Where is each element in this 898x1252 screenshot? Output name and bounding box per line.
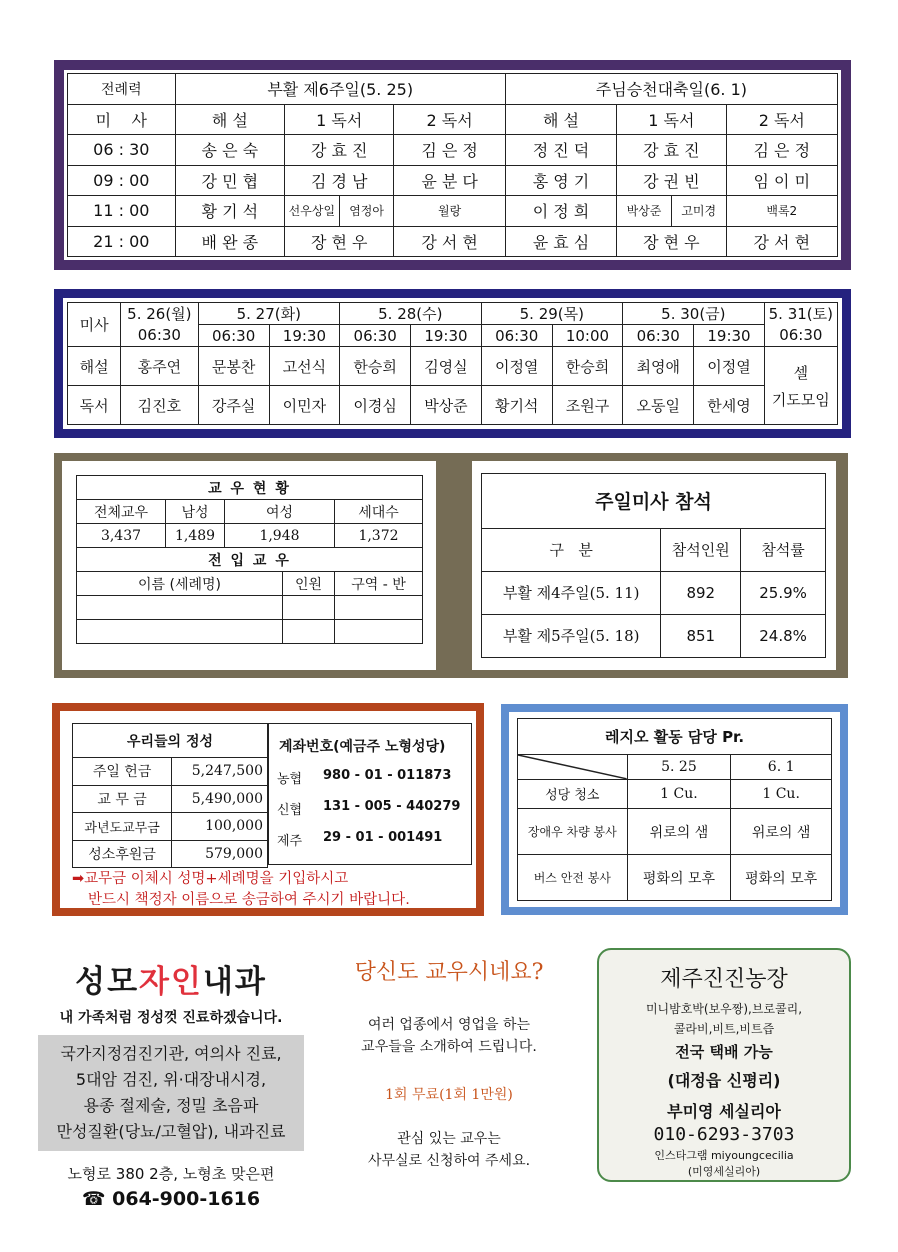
offering-amount: 100,000	[172, 813, 268, 841]
clinic-service-line: 5대암 검진, 위·대장내시경,	[75, 1070, 267, 1089]
weekday-cell: 이정열	[481, 347, 552, 386]
members-header: 남성	[166, 500, 225, 524]
legio-row	[518, 809, 832, 855]
day-time: 06:30	[764, 325, 837, 347]
bank-row	[277, 830, 463, 849]
members-header: 세대수	[335, 500, 423, 524]
clinic-phone: ☎ 064-900-1616	[81, 1188, 261, 1210]
rota-cell: 강 효 진	[617, 135, 726, 166]
rota-cell: 배 완 종	[175, 226, 284, 257]
promo-line: 사무실로 신청하여 주세요.	[367, 1153, 531, 1169]
diagonal-line	[518, 755, 627, 779]
rota-cell: 윤 효 심	[505, 226, 616, 257]
weekday-cell: 김영실	[411, 347, 481, 386]
clinic-service-line: 만성질환(당뇨/고혈압), 내과진료	[56, 1122, 286, 1141]
members-header: 여성	[225, 500, 335, 524]
weekday-cell: 최영애	[623, 347, 694, 386]
weekday-rota-section	[54, 289, 851, 438]
legio-label: 장애우 차량 봉사	[518, 809, 628, 855]
attendance-count: 851	[661, 614, 741, 657]
bank-name: 제주	[277, 834, 303, 849]
rota-time: 06 : 30	[68, 135, 176, 166]
attendance-panel	[472, 461, 836, 670]
weekday-cell: 이정열	[694, 347, 764, 386]
promo-line: 교우들을 소개하여 드립니다.	[361, 1039, 537, 1055]
rota-cell: 김 은 정	[394, 135, 505, 166]
attendance-count: 892	[661, 571, 741, 614]
weekday-cell: 이경심	[340, 386, 411, 425]
bank-name: 농협	[277, 772, 303, 787]
weekday-cell: 문봉찬	[198, 347, 269, 386]
clinic-address: 노형로 380 2층, 노형초 맞은편	[67, 1165, 275, 1183]
legio-label: 버스 안전 봉사	[518, 855, 628, 901]
offering-amount: 5,490,000	[172, 785, 268, 813]
offering-label: 성소후원금	[73, 840, 172, 868]
col-reading1: 1 독서	[285, 104, 394, 135]
day-time: 10:00	[552, 325, 622, 347]
rota-cell: 홍 영 기	[505, 165, 616, 196]
weekday-cell: 오동일	[623, 386, 694, 425]
clinic-service-line: 국가지정검진기관, 여의사 진료,	[60, 1044, 282, 1063]
clinic-service-line: 용종 절제술, 정밀 초음파	[83, 1096, 259, 1115]
day-date: 5. 29(목)	[481, 303, 623, 325]
rota-cell: 송 은 숙	[175, 135, 284, 166]
offerings-title: 우리들의 정성	[73, 724, 268, 758]
farm-owner: 부미영 세실리아	[667, 1102, 781, 1121]
offerings-table	[72, 723, 268, 868]
offering-label: 교 무 금	[73, 785, 172, 813]
day-time: 06:30	[481, 325, 552, 347]
members-title: 교 우 현 황	[77, 476, 423, 500]
farm-title: 제주진진농장	[660, 967, 788, 992]
bank-number: 980 - 01 - 011873	[323, 768, 452, 783]
bank-accounts	[268, 723, 472, 865]
legio-cell: 위로의 샘	[627, 809, 731, 855]
day-date: 5. 30(금)	[623, 303, 765, 325]
rota-corner: 전례력	[68, 74, 176, 105]
rota-cell: 김 은 정	[726, 135, 837, 166]
offering-label: 과년도교무금	[73, 813, 172, 841]
offering-row	[73, 813, 268, 841]
day-time: 19:30	[269, 325, 339, 347]
weekday-cell: 한승희	[340, 347, 411, 386]
clinic-services	[38, 1035, 304, 1151]
rota-cell: 월랑	[394, 196, 505, 227]
saturday-line1: 셀	[793, 363, 809, 382]
clinic-logo-c: 내과	[202, 964, 267, 1000]
weekday-cell: 한승희	[552, 347, 622, 386]
bank-row	[277, 799, 463, 818]
members-panel	[62, 461, 436, 670]
rota-time: 11 : 00	[68, 196, 176, 227]
bank-title: 계좌번호(예금주 노형성당)	[279, 739, 446, 755]
farm-items	[599, 999, 849, 1039]
clinic-logo	[38, 956, 304, 1001]
farm-instagram: 인스타그램 miyoungcecilia	[654, 1149, 794, 1162]
attendance-table	[481, 473, 826, 658]
offering-label: 주일 헌금	[73, 758, 172, 786]
clinic-logo-b: 자인	[139, 964, 203, 1000]
rota-cell: 장 현 우	[617, 226, 726, 257]
attendance-rate: 25.9%	[741, 571, 826, 614]
offering-row	[73, 758, 268, 786]
day-time: 19:30	[411, 325, 481, 347]
rota-time: 09 : 00	[68, 165, 176, 196]
members-table	[76, 475, 423, 644]
promo-text	[324, 1014, 574, 1058]
offering-note	[72, 869, 410, 911]
rota-cell: 정 진 덕	[505, 135, 616, 166]
sunday-rota-section	[54, 60, 851, 270]
col-commentary: 해 설	[175, 104, 284, 135]
parishioner-promo	[324, 955, 574, 1175]
newcomer-header: 이름 (세례명)	[77, 572, 283, 596]
rota-cell: 박상준	[617, 196, 672, 227]
attendance-row	[482, 571, 826, 614]
offering-amount: 579,000	[172, 840, 268, 868]
promo-line: 여러 업종에서 영업을 하는	[367, 1017, 531, 1033]
weekday-rota-table	[67, 302, 838, 425]
newcomer-row	[77, 596, 423, 620]
legio-section	[501, 704, 848, 915]
rota-row	[68, 196, 838, 227]
bank-row	[277, 768, 463, 787]
day-date: 5. 26(월)	[121, 303, 198, 325]
newcomer-header: 구역 - 반	[335, 572, 423, 596]
members-header: 전체교우	[77, 500, 166, 524]
rota-cell: 강 민 협	[175, 165, 284, 196]
weekday-cell: 한세영	[694, 386, 764, 425]
legio-row	[518, 855, 832, 901]
col-commentary: 해 설	[505, 104, 616, 135]
promo-line: 관심 있는 교우는	[397, 1131, 501, 1147]
rota-cell: 이 정 희	[505, 196, 616, 227]
sunday-rota-table	[67, 73, 838, 257]
farm-instagram-note: (미영세실리아)	[687, 1165, 761, 1178]
day-time: 06:30	[121, 325, 198, 347]
col-reading2: 2 독서	[726, 104, 837, 135]
legio-cell: 1 Cu.	[731, 779, 832, 808]
legio-cell: 1 Cu.	[627, 779, 731, 808]
promo-fee: 1회 무료(1회 1만원)	[385, 1087, 513, 1103]
col-reading1: 1 독서	[617, 104, 726, 135]
weekday-saturday-merged	[764, 347, 837, 425]
legio-label: 성당 청소	[518, 779, 628, 808]
farm-items-line: 미니밤호박(보우짱),브로콜리,	[645, 1002, 803, 1016]
attendance-rate: 24.8%	[741, 614, 826, 657]
weekday-cell: 이민자	[269, 386, 339, 425]
weekday-reading-label: 독서	[68, 386, 121, 425]
saturday-line2: 기도모임	[771, 390, 830, 409]
stats-section	[54, 453, 848, 678]
newcomer-header: 인원	[283, 572, 335, 596]
rota-cell: 황 기 석	[175, 196, 284, 227]
rota-cell: 강 서 현	[726, 226, 837, 257]
rota-cell: 선우상일	[285, 196, 340, 227]
rota-cell: 김 경 남	[285, 165, 394, 196]
weekday-cell: 조원구	[552, 386, 622, 425]
rota-cell: 장 현 우	[285, 226, 394, 257]
legio-cell: 평화의 모후	[731, 855, 832, 901]
legio-table	[517, 718, 832, 901]
rota-cell: 윤 분 다	[394, 165, 505, 196]
weekday-mass-label: 미사	[68, 303, 121, 347]
bank-number: 29 - 01 - 001491	[323, 830, 443, 845]
weekday-cell: 김진호	[121, 386, 198, 425]
newcomer-row	[77, 620, 423, 644]
rota-sunday1-title: 부활 제6주일(5. 25)	[175, 74, 505, 105]
offering-note-line2: 반드시 책정자 이름으로 송금하여 주시기 바랍니다.	[88, 892, 410, 908]
attendance-header: 참석률	[741, 528, 826, 571]
legio-row	[518, 779, 832, 808]
farm-location: (대정읍 신평리)	[667, 1071, 781, 1090]
legio-cell: 평화의 모후	[627, 855, 731, 901]
day-date: 5. 31(토)	[764, 303, 837, 325]
rota-row	[68, 135, 838, 166]
rota-row	[68, 226, 838, 257]
rota-time: 21 : 00	[68, 226, 176, 257]
rota-cell: 강 권 빈	[617, 165, 726, 196]
day-date: 5. 28(수)	[340, 303, 482, 325]
promo-title: 당신도 교우시네요?	[354, 960, 544, 985]
offering-row	[73, 840, 268, 868]
weekday-cell: 박상준	[411, 386, 481, 425]
members-value: 1,372	[335, 524, 423, 548]
legio-date: 6. 1	[731, 755, 832, 780]
farm-items-line: 콜라비,비트,비트즙	[673, 1022, 775, 1036]
offerings-section	[52, 703, 484, 916]
clinic-logo-a: 성모	[75, 964, 140, 1000]
weekday-cell: 홍주연	[121, 347, 198, 386]
rota-cell: 강 효 진	[285, 135, 394, 166]
clinic-slogan: 내 가족처럼 정성껏 진료하겠습니다.	[59, 1010, 283, 1026]
attendance-label: 부활 제4주일(5. 11)	[482, 571, 661, 614]
rota-cell: 백록2	[726, 196, 837, 227]
attendance-title: 주일미사 참석	[482, 474, 826, 529]
farm-ad	[597, 948, 851, 1182]
promo-contact	[324, 1128, 574, 1172]
attendance-row	[482, 614, 826, 657]
members-value: 1,489	[166, 524, 225, 548]
legio-title: 레지오 활동 담당 Pr.	[518, 719, 832, 755]
rota-row	[68, 165, 838, 196]
day-time: 06:30	[198, 325, 269, 347]
attendance-header: 구 분	[482, 528, 661, 571]
legio-cell: 위로의 샘	[731, 809, 832, 855]
rota-cell: 강 서 현	[394, 226, 505, 257]
attendance-header: 참석인원	[661, 528, 741, 571]
attendance-label: 부활 제5주일(5. 18)	[482, 614, 661, 657]
members-value: 1,948	[225, 524, 335, 548]
weekday-commentary-label: 해설	[68, 347, 121, 386]
farm-delivery: 전국 택배 가능	[675, 1043, 773, 1061]
rota-cell: 고미경	[671, 196, 726, 227]
rota-sunday2-title: 주님승천대축일(6. 1)	[505, 74, 837, 105]
day-time: 06:30	[340, 325, 411, 347]
offering-note-line1: ➡교무금 이체시 성명+세례명을 기입하시고	[72, 871, 349, 887]
day-date: 5. 27(화)	[198, 303, 340, 325]
col-reading2: 2 독서	[394, 104, 505, 135]
rota-cell: 임 이 미	[726, 165, 837, 196]
legio-date: 5. 25	[627, 755, 731, 780]
offering-amount: 5,247,500	[172, 758, 268, 786]
weekday-cell: 강주실	[198, 386, 269, 425]
offering-row	[73, 785, 268, 813]
day-time: 06:30	[623, 325, 694, 347]
legio-diagonal-cell	[518, 755, 628, 780]
newcomer-title: 전 입 교 우	[77, 548, 423, 572]
bank-number: 131 - 005 - 440279	[323, 799, 461, 814]
bank-name: 신협	[277, 803, 303, 818]
clinic-ad	[38, 948, 304, 1210]
members-value: 3,437	[77, 524, 166, 548]
weekday-cell: 고선식	[269, 347, 339, 386]
farm-phone: 010-6293-3703	[653, 1124, 795, 1145]
weekday-cell: 황기석	[481, 386, 552, 425]
day-time: 19:30	[694, 325, 764, 347]
rota-mass-label: 미 사	[68, 104, 176, 135]
rota-cell: 염정아	[339, 196, 394, 227]
